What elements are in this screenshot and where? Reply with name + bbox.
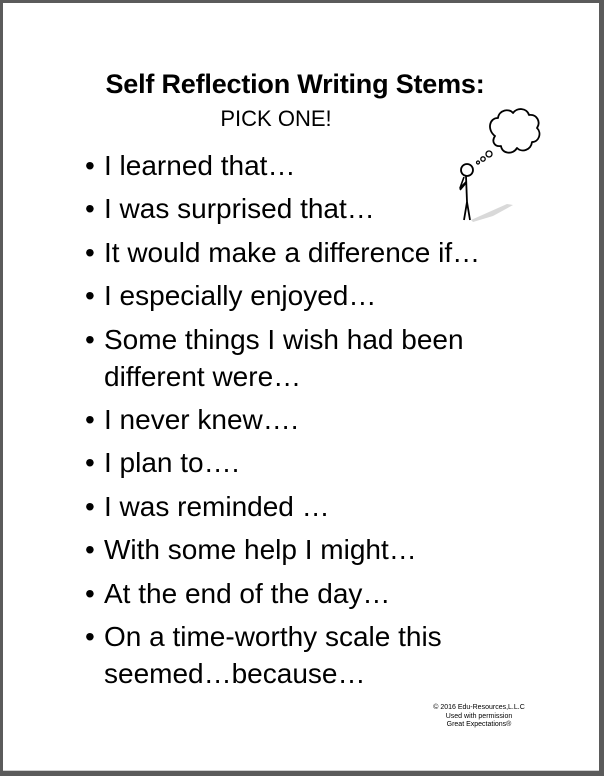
stem-text-continued: different were… — [104, 360, 302, 392]
stem-text: With some help I might… — [104, 534, 417, 566]
copyright-notice — [423, 704, 535, 730]
bullet: • — [85, 577, 95, 609]
stem-item — [85, 444, 544, 481]
bullet: • — [85, 490, 95, 522]
bullet: • — [85, 403, 95, 435]
stem-text: I was surprised that… — [104, 193, 375, 225]
bullet: • — [85, 323, 95, 355]
document-page — [3, 3, 599, 771]
stem-item — [85, 190, 544, 227]
stem-list — [85, 147, 544, 698]
bullet: • — [85, 447, 95, 479]
stem-text: I especially enjoyed… — [104, 280, 377, 312]
bullet: • — [85, 150, 95, 181]
stem-text: I was reminded … — [104, 490, 330, 522]
stem-item — [85, 575, 544, 612]
bullet: • — [85, 620, 95, 652]
bullet: • — [85, 280, 95, 312]
stem-item — [85, 234, 544, 271]
stem-text: I learned that… — [104, 150, 296, 181]
stem-item — [85, 488, 544, 525]
stem-item — [85, 401, 544, 438]
page-title: Self Reflection Writing Stems: — [105, 69, 485, 99]
stem-text: Some things I wish had been — [104, 323, 464, 355]
stem-text: I plan to…. — [104, 447, 240, 479]
stem-text-continued: seemed…because… — [104, 657, 366, 689]
bullet: • — [85, 193, 95, 225]
stem-item — [85, 147, 544, 184]
permission-line: Used with permission — [445, 712, 513, 720]
page-subtitle: PICK ONE! — [220, 106, 332, 131]
stem-item — [85, 277, 544, 314]
stem-item — [85, 321, 544, 395]
stem-text: I never knew…. — [104, 403, 299, 435]
stem-text: It would make a difference if… — [104, 236, 481, 268]
stem-text: At the end of the day… — [104, 577, 391, 609]
stem-item — [85, 618, 544, 692]
bullet: • — [85, 236, 95, 268]
trademark-line: Great Expectations® — [446, 721, 512, 729]
stem-text: On a time-worthy scale this — [104, 620, 442, 652]
bullet: • — [85, 534, 95, 566]
copyright-line: © 2016 Edu-Resources,L.L.C — [433, 704, 525, 711]
stem-item — [85, 531, 544, 568]
